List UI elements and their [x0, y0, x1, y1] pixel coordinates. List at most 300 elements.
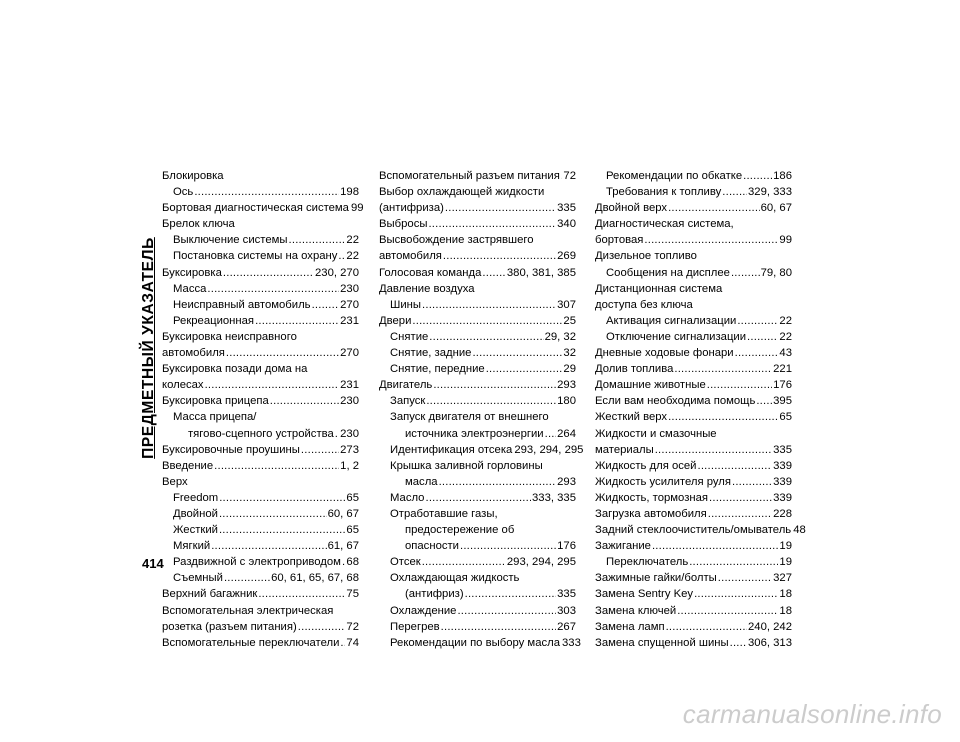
index-entry — [379, 522, 576, 538]
dot-leader — [668, 200, 760, 216]
dot-leader — [735, 345, 779, 361]
dot-leader — [655, 442, 772, 458]
index-entry-term: Замена ключей — [595, 604, 677, 617]
index-entry-page: 19 — [779, 540, 792, 553]
index-entry-term: автомобиля — [379, 250, 442, 263]
index-entry-term: автомобиля — [162, 347, 225, 360]
index-entry-page: 293 — [557, 379, 576, 392]
dot-leader — [219, 506, 327, 522]
index-entry-page: 68 — [346, 556, 359, 569]
dot-leader — [756, 393, 772, 409]
index-entry — [162, 184, 359, 200]
index-entry-term: Дизельное топливо — [595, 250, 697, 263]
index-entry-page: 29 — [563, 363, 576, 376]
index-entry-page: 18 — [779, 588, 792, 601]
index-entry-term: Запуск — [390, 395, 426, 408]
dot-leader — [666, 619, 747, 635]
index-entry — [162, 313, 359, 329]
index-entry-term: (антифриза) — [379, 202, 444, 215]
index-entry-term: Перегрев — [390, 620, 440, 633]
index-entry — [379, 538, 576, 554]
dot-leader — [677, 603, 778, 619]
index-entry — [379, 297, 576, 313]
index-entry-page: 60, 67 — [327, 507, 359, 520]
index-entry — [595, 506, 792, 522]
index-entry-page: 306, 313 — [748, 636, 792, 649]
dot-leader — [443, 248, 556, 264]
index-entry — [162, 377, 359, 393]
dot-leader — [428, 216, 556, 232]
index-entry-page: 327 — [773, 572, 792, 585]
index-entry-page: 43 — [779, 347, 792, 360]
index-entry — [379, 474, 576, 490]
index-entry-term: Замена ламп — [595, 620, 665, 633]
index-entry — [595, 313, 792, 329]
index-entry-page: 176 — [773, 379, 792, 392]
index-entry — [162, 265, 359, 281]
dot-leader — [674, 361, 772, 377]
index-entry-page: 18 — [779, 604, 792, 617]
index-entry-term: (антифриз) — [405, 588, 464, 601]
dot-leader — [219, 522, 345, 538]
index-entry — [162, 216, 359, 232]
index-entry — [595, 426, 792, 442]
dot-leader — [732, 474, 772, 490]
index-entry-page: 335 — [557, 588, 576, 601]
index-entry-term: предостережение об — [405, 524, 515, 537]
index-entry — [162, 409, 359, 425]
index-entry — [162, 345, 359, 361]
index-entry-term: Жесткий — [173, 524, 218, 537]
index-entry — [595, 345, 792, 361]
index-entry — [379, 409, 576, 425]
index-entry-term: Замена Sentry Key — [595, 588, 694, 601]
index-entry-term: Бортовая диагностическая система — [162, 202, 349, 215]
index-entry-term: Диагностическая система, — [595, 218, 734, 231]
index-entry-term: Загрузка автомобиля — [595, 507, 707, 520]
index-entry-term: Буксировочные проушины — [162, 443, 300, 456]
index-entry-term: материалы — [595, 443, 654, 456]
index-entry-page: 72 — [346, 620, 359, 633]
index-entry-term: Активация сигнализации — [606, 314, 737, 327]
index-entry-term: масла — [405, 475, 438, 488]
index-entry-page: 307 — [557, 298, 576, 311]
index-entry-term: Долив топлива — [595, 363, 674, 376]
page-number: 414 — [142, 556, 164, 571]
index-entry — [162, 297, 359, 313]
index-entry-term: Выбор охлаждающей жидкости — [379, 186, 545, 199]
index-entry — [162, 329, 359, 345]
index-entry — [162, 603, 359, 619]
index-entry — [379, 393, 576, 409]
dot-leader — [441, 619, 556, 635]
dot-leader — [694, 586, 778, 602]
index-entry-term: Верхний багажник — [162, 588, 258, 601]
dot-leader — [457, 603, 556, 619]
index-entry — [162, 232, 359, 248]
index-entry-page: 395 — [773, 395, 792, 408]
dot-leader — [312, 297, 340, 313]
index-entry-term: Снятие — [390, 330, 429, 343]
index-entry-term: Жесткий верх — [595, 411, 668, 424]
index-entry-page: 22 — [346, 234, 359, 247]
index-entry — [379, 426, 576, 442]
dot-leader — [226, 345, 339, 361]
index-entry-term: Съемный — [173, 572, 223, 585]
index-entry — [595, 635, 792, 651]
index-entry-term: Требования к топливу — [606, 186, 722, 199]
index-entry-term: Вспомогательные переключатели — [162, 636, 340, 649]
index-entry — [379, 635, 581, 651]
index-entry-term: Замена спущенной шины — [595, 636, 729, 649]
index-entry-term: Ось — [173, 186, 194, 199]
dot-leader — [426, 393, 556, 409]
index-entry-page: 32 — [563, 347, 576, 360]
index-entry-page: 230, 270 — [315, 266, 359, 279]
index-entry-page: 269 — [557, 250, 576, 263]
index-entry-term: колесах — [162, 379, 204, 392]
dot-leader — [298, 619, 346, 635]
index-entry — [595, 570, 792, 586]
index-entry-page: 198 — [340, 186, 359, 199]
dot-leader — [425, 490, 531, 506]
dot-leader — [211, 538, 326, 554]
index-entry — [595, 442, 792, 458]
index-entry-page: 22 — [346, 250, 359, 263]
dot-leader — [194, 184, 339, 200]
index-entry — [162, 361, 359, 377]
index-entry-term: Охлаждающая жидкость — [390, 572, 520, 585]
index-entry-page: 230 — [340, 395, 359, 408]
index-entry-page: 273 — [340, 443, 359, 456]
index-entry — [595, 458, 792, 474]
watermark: carmanualsonline.info — [682, 699, 942, 729]
index-entry — [162, 506, 359, 522]
index-entry-page: 1, 2 — [340, 459, 359, 472]
index-entry — [162, 458, 359, 474]
index-entry — [595, 265, 792, 281]
dot-leader — [737, 313, 778, 329]
index-entry-term: Снятие, передние — [390, 363, 485, 376]
index-entry-term: Жидкость, тормозная — [595, 491, 709, 504]
index-entry — [595, 603, 792, 619]
index-entry-page: 231 — [340, 379, 359, 392]
index-entry-term: Масса прицепа/ — [173, 411, 257, 424]
index-entry-term: Масло — [390, 491, 425, 504]
index-entry-page: 231 — [340, 314, 359, 327]
dot-leader — [258, 586, 345, 602]
index-entry-term: Зажигание — [595, 540, 651, 553]
index-entry-page: 221 — [773, 363, 792, 376]
dot-leader — [652, 538, 778, 554]
index-entry-page: 29, 32 — [544, 330, 576, 343]
index-entry — [162, 538, 359, 554]
index-entry-term: Раздвижной с электроприводом — [173, 556, 341, 569]
index-entry-term: Буксировка прицепа — [162, 395, 269, 408]
dot-leader — [342, 554, 345, 570]
index-entry-term: Шины — [390, 298, 422, 311]
index-entry — [162, 442, 359, 458]
index-entry — [379, 168, 576, 184]
index-entry — [379, 232, 576, 248]
index-entry-term: Верх — [162, 475, 188, 488]
index-entry — [162, 281, 359, 297]
index-entry — [162, 426, 359, 442]
index-entry-page: 61, 67 — [327, 540, 359, 553]
index-entry — [379, 329, 576, 345]
dot-leader — [561, 168, 563, 184]
index-entry-term: Двери — [379, 314, 412, 327]
index-entry — [162, 619, 359, 635]
index-entry — [162, 554, 359, 570]
dot-leader — [472, 345, 562, 361]
index-section-title — [139, 158, 159, 538]
index-entry-term: Жидкость усилителя руля — [595, 475, 731, 488]
index-entry — [595, 200, 792, 216]
index-entry — [379, 184, 576, 200]
index-entry — [162, 200, 364, 216]
index-entry-term: Выключение системы — [173, 234, 288, 247]
dot-leader — [439, 474, 557, 490]
index-entry-term: Охлаждение — [390, 604, 457, 617]
index-entry — [162, 490, 359, 506]
index-entry — [162, 248, 359, 264]
index-entry-term: Рекомендации по выбору масла — [390, 636, 560, 649]
dot-leader — [698, 458, 773, 474]
dot-leader — [340, 635, 345, 651]
index-entry-term: Дистанционная система — [595, 282, 723, 295]
dot-leader — [301, 442, 339, 458]
dot-leader — [422, 297, 556, 313]
index-entry-term: Вспомогательная электрическая — [162, 604, 334, 617]
index-entry-term: Высвобождение застрявшего — [379, 234, 534, 247]
index-entry-term: бортовая — [595, 234, 644, 247]
index-entry — [162, 635, 359, 651]
index-column-2 — [379, 168, 584, 651]
index-entry-page: 25 — [563, 314, 576, 327]
index-entry-term: Вспомогательный разъем питания — [379, 170, 560, 182]
index-entry-page: 19 — [779, 556, 792, 569]
index-entry-page: 74 — [346, 636, 359, 649]
index-entry-term: Выбросы — [379, 218, 428, 231]
index-entry-page: 99 — [779, 234, 792, 247]
dot-leader — [689, 554, 778, 570]
index-entry — [595, 248, 792, 264]
dot-leader — [205, 377, 340, 393]
index-entry — [595, 184, 792, 200]
index-entry — [595, 409, 792, 425]
index-entry-page: 79, 80 — [760, 266, 792, 279]
dot-leader — [747, 329, 778, 345]
index-entry-page: 303 — [557, 604, 576, 617]
index-entry-term: Идентификация отсека — [390, 443, 513, 456]
index-entry — [379, 586, 576, 602]
dot-leader — [445, 200, 556, 216]
index-entry-term: Дневные ходовые фонари — [595, 347, 734, 360]
index-entry — [162, 168, 359, 184]
index-entry — [379, 442, 584, 458]
index-entry-term: Отсек — [390, 556, 421, 569]
index-entry-term: Freedom — [173, 491, 219, 504]
index-entry-page: 228 — [773, 507, 792, 520]
dot-leader — [289, 232, 346, 248]
index-entry — [379, 200, 576, 216]
index-entry-page: 99 — [350, 202, 364, 215]
index-entry-term: Отработавшие газы, — [390, 507, 498, 520]
index-entry — [162, 586, 359, 602]
index-entry-page: 65 — [346, 491, 359, 504]
index-entry-term: Мягкий — [173, 540, 211, 553]
index-entry-term: Задний стеклоочиститель/омыватель — [595, 524, 792, 537]
index-entry-term: Жидкость для осей — [595, 459, 697, 472]
index-entry — [162, 570, 359, 586]
index-entry — [379, 265, 576, 281]
index-entry — [595, 377, 792, 393]
index-entry-page: 267 — [557, 620, 576, 633]
dot-leader — [412, 313, 562, 329]
dot-leader — [709, 490, 772, 506]
dot-leader — [731, 265, 760, 281]
index-entry-page: 240, 242 — [748, 620, 792, 633]
index-entry-page: 293 — [557, 475, 576, 488]
index-entry-term: розетка (разъем питания) — [162, 620, 297, 633]
index-entry — [379, 377, 576, 393]
index-entry — [379, 554, 576, 570]
index-entry-page: 270 — [340, 298, 359, 311]
dot-leader — [545, 426, 557, 442]
dot-leader — [644, 232, 778, 248]
index-entry-term: Рекреационная — [173, 314, 255, 327]
index-entry — [379, 248, 576, 264]
index-entry-term: опасности — [405, 540, 459, 553]
index-entry-term: Жидкости и смазочные — [595, 427, 717, 440]
index-entry-term: Двигатель — [379, 379, 433, 392]
dot-leader — [422, 554, 506, 570]
index-entry-term: Введение — [162, 459, 214, 472]
dot-leader — [460, 538, 556, 554]
index-entry-term: Буксировка позади дома на — [162, 363, 308, 376]
index-entry-page: 186 — [773, 170, 792, 182]
index-entry — [595, 216, 792, 232]
index-entry-page: 22 — [779, 330, 792, 343]
index-entry-term: Двойной — [173, 507, 218, 520]
index-entry-page: 60, 67 — [760, 202, 792, 215]
dot-leader — [668, 409, 778, 425]
index-entry — [162, 393, 359, 409]
index-entry-term: Рекомендации по обкатке — [606, 170, 743, 182]
index-entry — [379, 361, 576, 377]
index-entry-page: 333 — [562, 636, 581, 649]
index-section-title-text: ПРЕДМЕТНЫЙ УКАЗАТЕЛЬ — [140, 237, 157, 459]
dot-leader — [214, 458, 339, 474]
index-entry — [379, 603, 576, 619]
dot-leader — [270, 393, 339, 409]
index-entry-page: 230 — [340, 282, 359, 295]
index-entry-page: 65 — [346, 524, 359, 537]
index-entry — [379, 313, 576, 329]
index-entry — [595, 619, 792, 635]
index-entry-term: Переключатель — [606, 556, 689, 569]
index-entry — [595, 281, 792, 297]
index-entry — [379, 490, 576, 506]
dot-leader — [338, 248, 345, 264]
index-entry-term: Блокировка — [162, 170, 224, 182]
index-entry-page: 340 — [557, 218, 576, 231]
dot-leader — [465, 586, 557, 602]
index-entry — [595, 474, 792, 490]
index-entry-page: 333, 335 — [532, 491, 576, 504]
dot-leader — [730, 635, 747, 651]
index-entry-page: 60, 61, 65, 67, 68 — [271, 572, 359, 585]
dot-leader — [718, 570, 772, 586]
dot-leader — [743, 168, 772, 184]
dot-leader — [224, 570, 270, 586]
index-entry-term: Буксировка — [162, 266, 222, 279]
index-entry — [595, 490, 792, 506]
index-entry-term: Отключение сигнализации — [606, 330, 747, 343]
index-entry — [162, 474, 359, 490]
index-entry-term: Масса — [173, 282, 207, 295]
index-entry — [595, 393, 792, 409]
index-entry — [595, 232, 792, 248]
index-entry — [595, 361, 792, 377]
index-entry-page: 72 — [563, 170, 576, 182]
index-entry-page: 75 — [346, 588, 359, 601]
index-entry-page: 339 — [773, 491, 792, 504]
dot-leader — [708, 506, 772, 522]
index-entry — [595, 538, 792, 554]
index-entry-term: источника электроэнергии — [405, 427, 544, 440]
dot-leader — [429, 329, 543, 345]
index-entry-page: 65 — [779, 411, 792, 424]
index-entry-term: Зажимные гайки/болты — [595, 572, 717, 585]
index-entry-term: Если вам необходима помощь — [595, 395, 756, 408]
index-entry-page: 264 — [557, 427, 576, 440]
dot-leader — [255, 313, 339, 329]
dot-leader — [335, 426, 339, 442]
index-entry-page: 270 — [340, 347, 359, 360]
index-entry-page: 180 — [557, 395, 576, 408]
index-entry-term: Буксировка неисправного — [162, 330, 297, 343]
index-entry — [162, 522, 359, 538]
index-entry-term: Постановка системы на охрану — [173, 250, 338, 263]
index-entry-term: тягово-сцепного устройства — [188, 427, 334, 440]
index-entry-term: Неисправный автомобиль — [173, 298, 311, 311]
index-entry — [379, 345, 576, 361]
index-entry-term: Голосовая команда — [379, 266, 482, 279]
index-entry — [595, 586, 792, 602]
index-entry — [595, 554, 792, 570]
index-entry-term: Снятие, задние — [390, 347, 472, 360]
index-column-1 — [162, 168, 364, 651]
index-entry-page: 48 — [793, 524, 806, 537]
index-entry-page: 335 — [773, 443, 792, 456]
index-entry-page: 380, 381, 385 — [506, 266, 576, 279]
index-column-3 — [595, 168, 806, 651]
index-entry-page: 230 — [340, 427, 359, 440]
dot-leader — [486, 361, 563, 377]
index-entry-term: Домашние животные — [595, 379, 706, 392]
index-entry — [595, 522, 806, 538]
index-entry — [379, 506, 576, 522]
index-entry-term: доступа без ключа — [595, 298, 693, 311]
index-entry-page: 22 — [779, 314, 792, 327]
index-entry-page: 293, 294, 295 — [514, 443, 584, 456]
index-entry-term: Давление воздуха — [379, 282, 475, 295]
index-entry-page: 339 — [773, 459, 792, 472]
dot-leader — [223, 265, 314, 281]
index-entry-term: Двойной верх — [595, 202, 668, 215]
